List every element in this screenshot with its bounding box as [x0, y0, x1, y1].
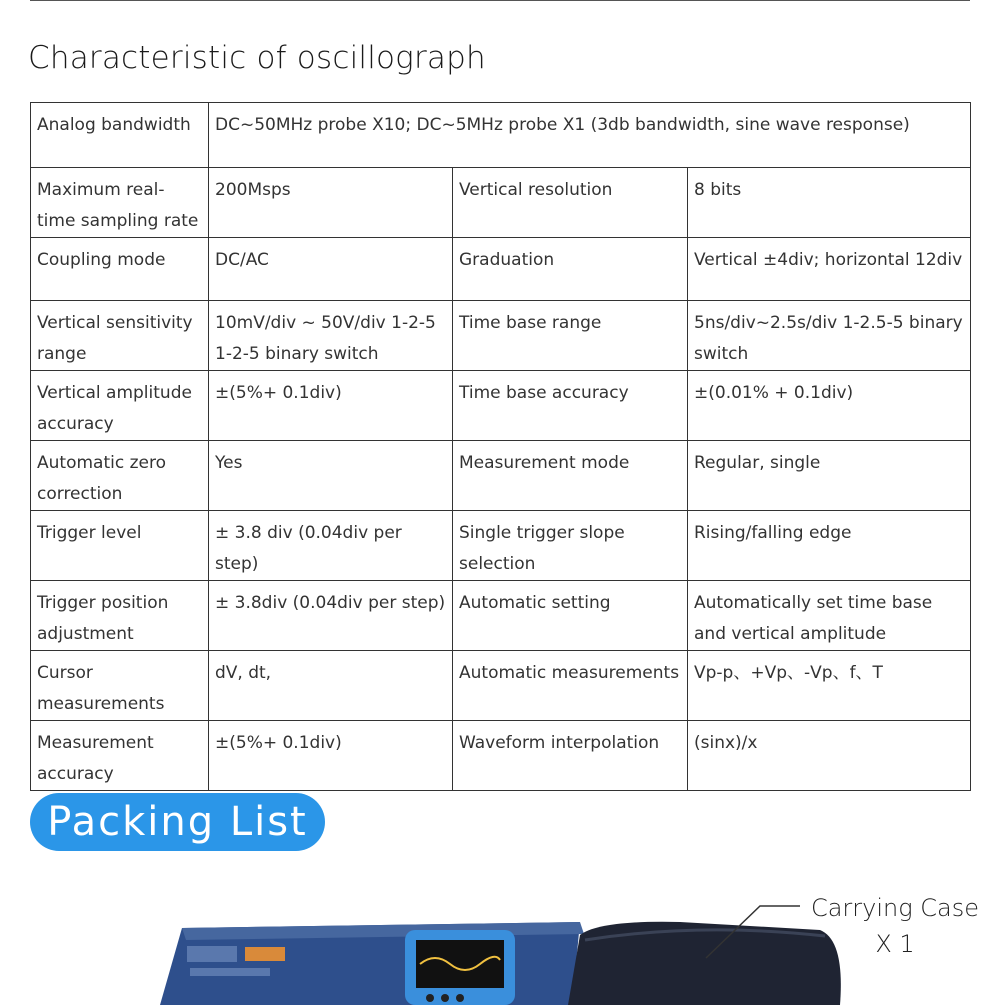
spec-label: Cursor measurements — [31, 651, 209, 721]
spec-value: ± 3.8div (0.04div per step) — [209, 581, 453, 651]
spec-table — [30, 102, 971, 791]
spec-label: Automatic setting — [453, 581, 688, 651]
page-title: Characteristic of oscillograph — [28, 40, 486, 76]
spec-value: 5ns/div~2.5s/div 1-2.5-5 binary switch — [688, 301, 971, 371]
spec-value: Regular, single — [688, 441, 971, 511]
spec-label: Automatic zero correction — [31, 441, 209, 511]
spec-value: ±(5%+ 0.1div) — [209, 371, 453, 441]
spec-value: Yes — [209, 441, 453, 511]
spec-label: Measurement accuracy — [31, 721, 209, 791]
spec-label: Vertical sensitivity range — [31, 301, 209, 371]
carrying-case-label — [805, 890, 985, 962]
spec-label: Vertical resolution — [453, 168, 688, 238]
spec-value: Vp-p、+Vp、-Vp、f、T — [688, 651, 971, 721]
spec-label: Time base accuracy — [453, 371, 688, 441]
table-row — [31, 301, 971, 371]
spec-label: Vertical amplitude accuracy — [31, 371, 209, 441]
packing-list-heading: Packing List — [30, 793, 325, 851]
spec-value: 10mV/div ~ 50V/div 1-2-5 1-2-5 binary switch — [209, 301, 453, 371]
spec-value: Vertical ±4div; horizontal 12div — [688, 238, 971, 301]
spec-value: ±(0.01% + 0.1div) — [688, 371, 971, 441]
spec-value: DC/AC — [209, 238, 453, 301]
spec-value: Rising/falling edge — [688, 511, 971, 581]
spec-value: DC~50MHz probe X10; DC~5MHz probe X1 (3db bandwidth, sine wave response) — [209, 103, 971, 168]
table-row — [31, 721, 971, 791]
spec-value: 200Msps — [209, 168, 453, 238]
spec-label: Coupling mode — [31, 238, 209, 301]
spec-value: ±(5%+ 0.1div) — [209, 721, 453, 791]
spec-value: ± 3.8 div (0.04div per step) — [209, 511, 453, 581]
carrying-case-quantity: X 1 — [875, 930, 915, 958]
spec-value: (sinx)/x — [688, 721, 971, 791]
spec-label: Analog bandwidth — [31, 103, 209, 168]
spec-label: Maximum real-time sampling rate — [31, 168, 209, 238]
table-row — [31, 168, 971, 238]
spec-label: Single trigger slope selection — [453, 511, 688, 581]
table-row — [31, 103, 971, 168]
carrying-case-name: Carrying Case — [810, 894, 980, 922]
table-row — [31, 371, 971, 441]
spec-label: Automatic measurements — [453, 651, 688, 721]
table-row — [31, 441, 971, 511]
spec-label: Time base range — [453, 301, 688, 371]
table-row — [31, 238, 971, 301]
table-row — [31, 581, 971, 651]
spec-value: dV, dt, — [209, 651, 453, 721]
table-row — [31, 651, 971, 721]
table-row — [31, 511, 971, 581]
spec-label: Measurement mode — [453, 441, 688, 511]
spec-label: Waveform interpolation — [453, 721, 688, 791]
spec-label: Trigger position adjustment — [31, 581, 209, 651]
spec-value: Automatically set time base and vertical amplitude — [688, 581, 971, 651]
spec-label: Trigger level — [31, 511, 209, 581]
spec-label: Graduation — [453, 238, 688, 301]
top-divider — [30, 0, 970, 1]
spec-value: 8 bits — [688, 168, 971, 238]
